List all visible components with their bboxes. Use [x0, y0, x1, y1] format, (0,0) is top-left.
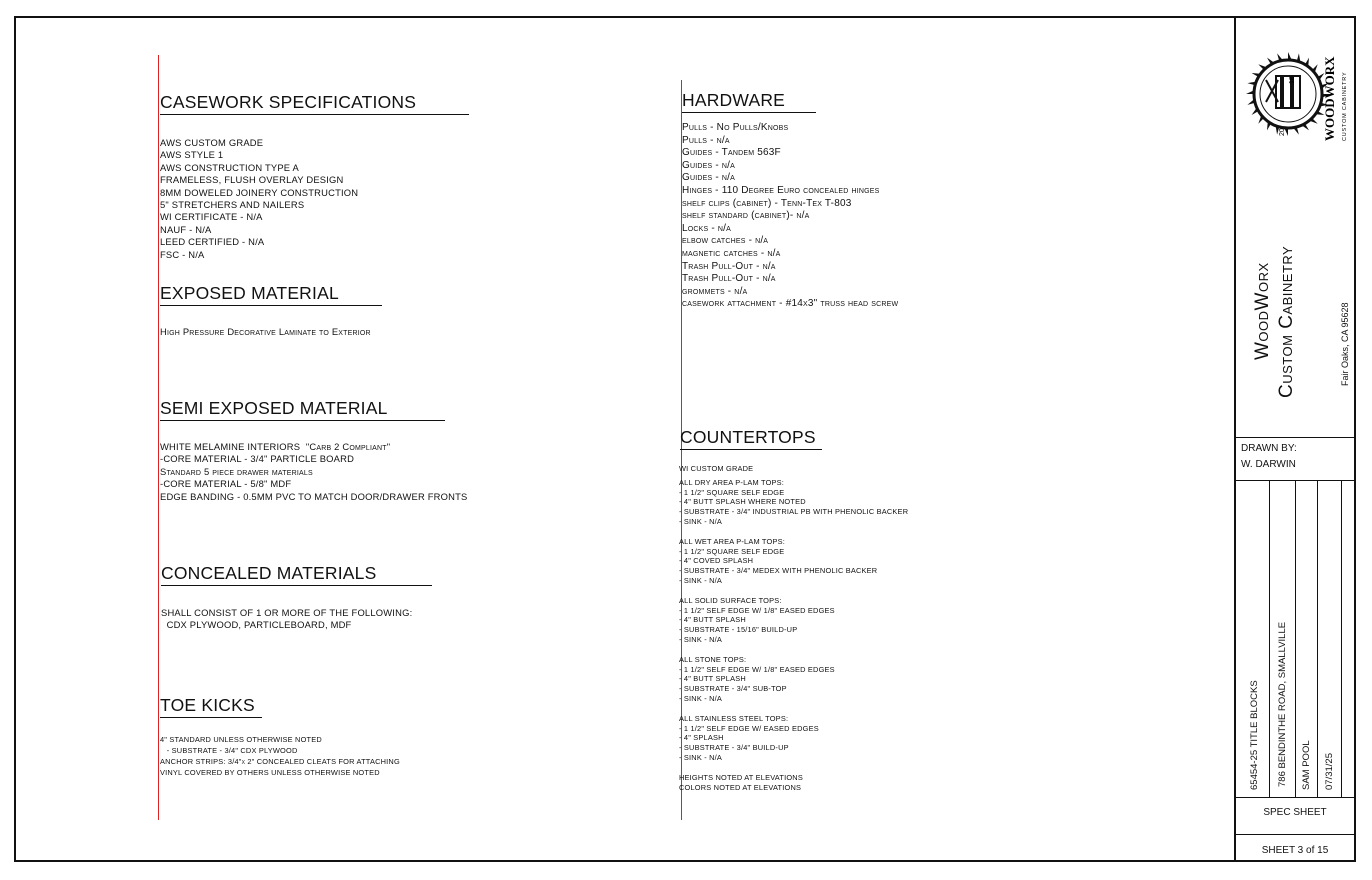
group-spacer — [679, 527, 908, 537]
client-name: SAM POOL — [1301, 740, 1312, 790]
spec-line: EDGE BANDING - 0.5MM PVC TO MATCH DOOR/DRAWER FRONTS — [160, 490, 468, 502]
spec-line: -CORE MATERIAL - 5/8" MDF — [160, 478, 292, 490]
toe-kicks-lines — [160, 734, 400, 778]
countertop-line: - SUBSTRATE - 3/4" INDUSTRIAL PB WITH PHENOLIC BACKER — [679, 507, 909, 517]
countertops-title-underline — [680, 449, 822, 450]
countertop-line: - 1 1/2" SQUARE SELF EDGE — [679, 546, 785, 556]
sheet-title: SPEC SHEET — [1263, 807, 1327, 818]
semi-exposed-title-underline — [160, 420, 445, 421]
countertop-line: ALL STONE TOPS: — [679, 654, 747, 664]
countertops-lines — [679, 464, 908, 792]
spec-line: Standard 5 piece drawer materials — [160, 465, 313, 477]
countertop-line: - SUBSTRATE - 3/4" BUILD-UP — [679, 743, 789, 753]
countertop-line: - 1 1/2" SQUARE SELF EDGE — [679, 487, 785, 497]
countertop-line: - SUBSTRATE - 3/4" MEDEX WITH PHENOLIC BACKER — [679, 566, 878, 576]
spec-line: Pulls - No Pulls/Knobs — [682, 122, 789, 133]
countertop-line: - SINK - N/A — [679, 693, 723, 703]
sheet-number: SHEET 3 of 15 — [1261, 845, 1329, 856]
exposed-title-underline — [160, 305, 382, 306]
casework-lines — [160, 137, 358, 261]
group-spacer — [679, 586, 908, 596]
countertop-line: - 4" BUTT SPLASH WHERE NOTED — [679, 497, 806, 507]
toe-kicks-title-text: TOE KICKS — [160, 695, 255, 715]
project-address: 786 BENDINTHE ROAD, SMALLVILLE — [1277, 621, 1288, 787]
title-block-rule-1 — [1236, 437, 1356, 438]
spec-line: FSC - N/A — [160, 248, 205, 260]
countertops-title — [680, 427, 816, 447]
title-block-rule-2 — [1236, 480, 1356, 481]
spec-line: NAUF - N/A — [160, 223, 212, 235]
spec-line: WI CERTIFICATE - N/A — [160, 211, 263, 223]
spec-line: Locks - n/a — [682, 222, 731, 234]
countertop-line: - 4" COVED SPLASH — [679, 556, 754, 566]
drawing-date: 07/31/25 — [1324, 753, 1335, 790]
title-block-rule-4 — [1236, 834, 1356, 835]
spec-line: 5" STRETCHERS AND NAILERS — [160, 199, 305, 211]
countertop-line: WI CUSTOM GRADE — [679, 464, 754, 473]
countertop-line: - SINK - N/A — [679, 634, 723, 644]
spec-line: LEED CERTIFIED - N/A — [160, 236, 265, 248]
logo-year-right: 18 — [1289, 76, 1296, 84]
hardware-title-underline — [682, 112, 816, 113]
spec-line: CDX PLYWOOD, PARTICLEBOARD, MDF — [161, 619, 352, 631]
semi-exposed-title-text: SEMI EXPOSED MATERIAL — [160, 398, 388, 418]
toe-kicks-title — [160, 695, 255, 715]
group-spacer — [679, 645, 908, 655]
countertop-line: - SUBSTRATE - 15/16" BUILD-UP — [679, 625, 798, 635]
company-name-line1: WoodWorx — [1252, 262, 1273, 360]
spec-line: Trash Pull-Out - n/a — [682, 260, 776, 272]
company-name-line2: Custom Cabinetry — [1276, 245, 1297, 398]
countertop-line: ALL WET AREA P-LAM TOPS: — [679, 536, 785, 546]
hardware-lines — [682, 122, 898, 311]
spec-line: AWS STYLE 1 — [160, 149, 224, 161]
company-logo — [1244, 36, 1354, 156]
spec-line: 8MM DOWELED JOINERY CONSTRUCTION — [160, 186, 359, 198]
countertop-line: HEIGHTS NOTED AT ELEVATIONS — [679, 772, 803, 782]
countertop-line: ALL STAINLESS STEEL TOPS: — [679, 713, 789, 723]
semi-exposed-lines — [160, 441, 467, 503]
group-spacer — [679, 704, 908, 714]
countertop-line: ALL DRY AREA P-LAM TOPS: — [679, 477, 785, 487]
spec-line: - SUBSTRATE - 3/4" CDX PLYWOOD — [160, 746, 298, 755]
casework-title-text: CASEWORK SPECIFICATIONS — [160, 92, 417, 112]
drawn-by-label: DRAWN BY: — [1241, 443, 1297, 454]
countertop-line: - SINK - N/A — [679, 575, 723, 585]
title-block-col-4 — [1341, 480, 1342, 797]
drawn-by-name: W. DARWIN — [1241, 459, 1296, 470]
spec-line: Pulls - n/a — [682, 134, 730, 146]
title-block-col-3 — [1317, 480, 1318, 797]
spec-line: Trash Pull-Out - n/a — [682, 273, 776, 285]
countertop-line: - SINK - N/A — [679, 752, 723, 762]
countertop-line: COLORS NOTED AT ELEVATIONS — [679, 782, 802, 792]
concealed-title-underline — [161, 585, 432, 586]
countertop-line: ALL SOLID SURFACE TOPS: — [679, 595, 782, 605]
spec-line: AWS CONSTRUCTION TYPE A — [160, 161, 299, 173]
exposed-title — [160, 283, 339, 303]
spec-line: 4" STANDARD UNLESS OTHERWISE NOTED — [160, 735, 322, 744]
exposed-lines — [160, 326, 371, 338]
spec-line: elbow catches - n/a — [682, 235, 769, 247]
spec-line: Guides - n/a — [682, 172, 735, 184]
title-block-col-2 — [1295, 480, 1296, 797]
casework-title — [160, 92, 416, 112]
countertop-line: - SUBSTRATE - 3/4" SUB-TOP — [679, 684, 787, 694]
spec-line: magnetic catches - n/a — [682, 247, 781, 259]
spec-line: ANCHOR STRIPS: 3/4"x 2" CONCEALED CLEATS FOR ATTACHING — [160, 757, 400, 766]
exposed-title-text: EXPOSED MATERIAL — [160, 283, 339, 303]
countertops-title-text: COUNTERTOPS — [680, 427, 816, 447]
semi-exposed-title — [160, 398, 388, 418]
spec-line: FRAMELESS, FLUSH OVERLAY DESIGN — [160, 174, 344, 186]
countertop-line: - 4" BUTT SPLASH — [679, 674, 746, 684]
toe-kicks-title-underline — [160, 717, 262, 718]
spec-line: Guides - Tandem 563F — [682, 147, 781, 159]
spec-line: WHITE MELAMINE INTERIORS "Carb 2 Compliant" — [160, 441, 391, 452]
spec-line: SHALL CONSIST OF 1 OR MORE OF THE FOLLOWING: — [161, 607, 413, 618]
left-column-guide — [158, 55, 159, 820]
spec-line: casework attachment - #14x3" truss head screw — [682, 298, 899, 310]
spec-line: -CORE MATERIAL - 3/4" PARTICLE BOARD — [160, 453, 355, 465]
logo-text: WOODWORX — [1322, 56, 1337, 141]
spec-line: VINYL COVERED BY OTHERS UNLESS OTHERWISE NOTED — [160, 768, 380, 777]
hardware-title — [682, 90, 785, 110]
concealed-title — [161, 563, 376, 583]
saw-blade-logo-icon — [1244, 36, 1354, 156]
concealed-title-text: CONCEALED MATERIALS — [161, 563, 377, 583]
countertop-line: - 1 1/2" SELF EDGE W/ 1/8" EASED EDGES — [679, 664, 835, 674]
group-spacer — [679, 763, 908, 773]
countertop-line: - 1 1/2" SELF EDGE W/ EASED EDGES — [679, 723, 819, 733]
hardware-title-text: HARDWARE — [682, 90, 786, 110]
concealed-lines — [161, 607, 412, 632]
project-name: 65454-25 TITLE BLOCKS — [1249, 680, 1260, 790]
spec-line: grommets - n/a — [682, 285, 748, 297]
logo-subtext: CUSTOM CABINETRY — [1342, 71, 1348, 141]
countertop-line: - 4" BUTT SPLASH — [679, 615, 746, 625]
spec-line: High Pressure Decorative Laminate to Exterior — [160, 326, 371, 337]
spec-line: Guides - n/a — [682, 159, 735, 171]
spec-line: AWS CUSTOM GRADE — [160, 137, 264, 148]
spec-line: Hinges - 110 Degree Euro concealed hinges — [682, 184, 880, 196]
title-block-divider — [1234, 16, 1236, 862]
spec-line: shelf clips (cabinet) - Tenn-Tex T-803 — [682, 197, 852, 209]
countertop-line: - 1 1/2" SELF EDGE W/ 1/8" EASED EDGES — [679, 605, 835, 615]
title-block-rule-3 — [1236, 797, 1356, 798]
spec-line: shelf standard (cabinet)- n/a — [682, 210, 810, 222]
title-block-col-1 — [1269, 480, 1270, 797]
casework-title-underline — [160, 114, 469, 115]
company-address: Fair Oaks, CA 95628 — [1340, 302, 1350, 386]
countertop-line: - 4" SPLASH — [679, 733, 724, 743]
countertop-line: - SINK - N/A — [679, 516, 723, 526]
logo-year-left: 20 — [1279, 128, 1286, 136]
